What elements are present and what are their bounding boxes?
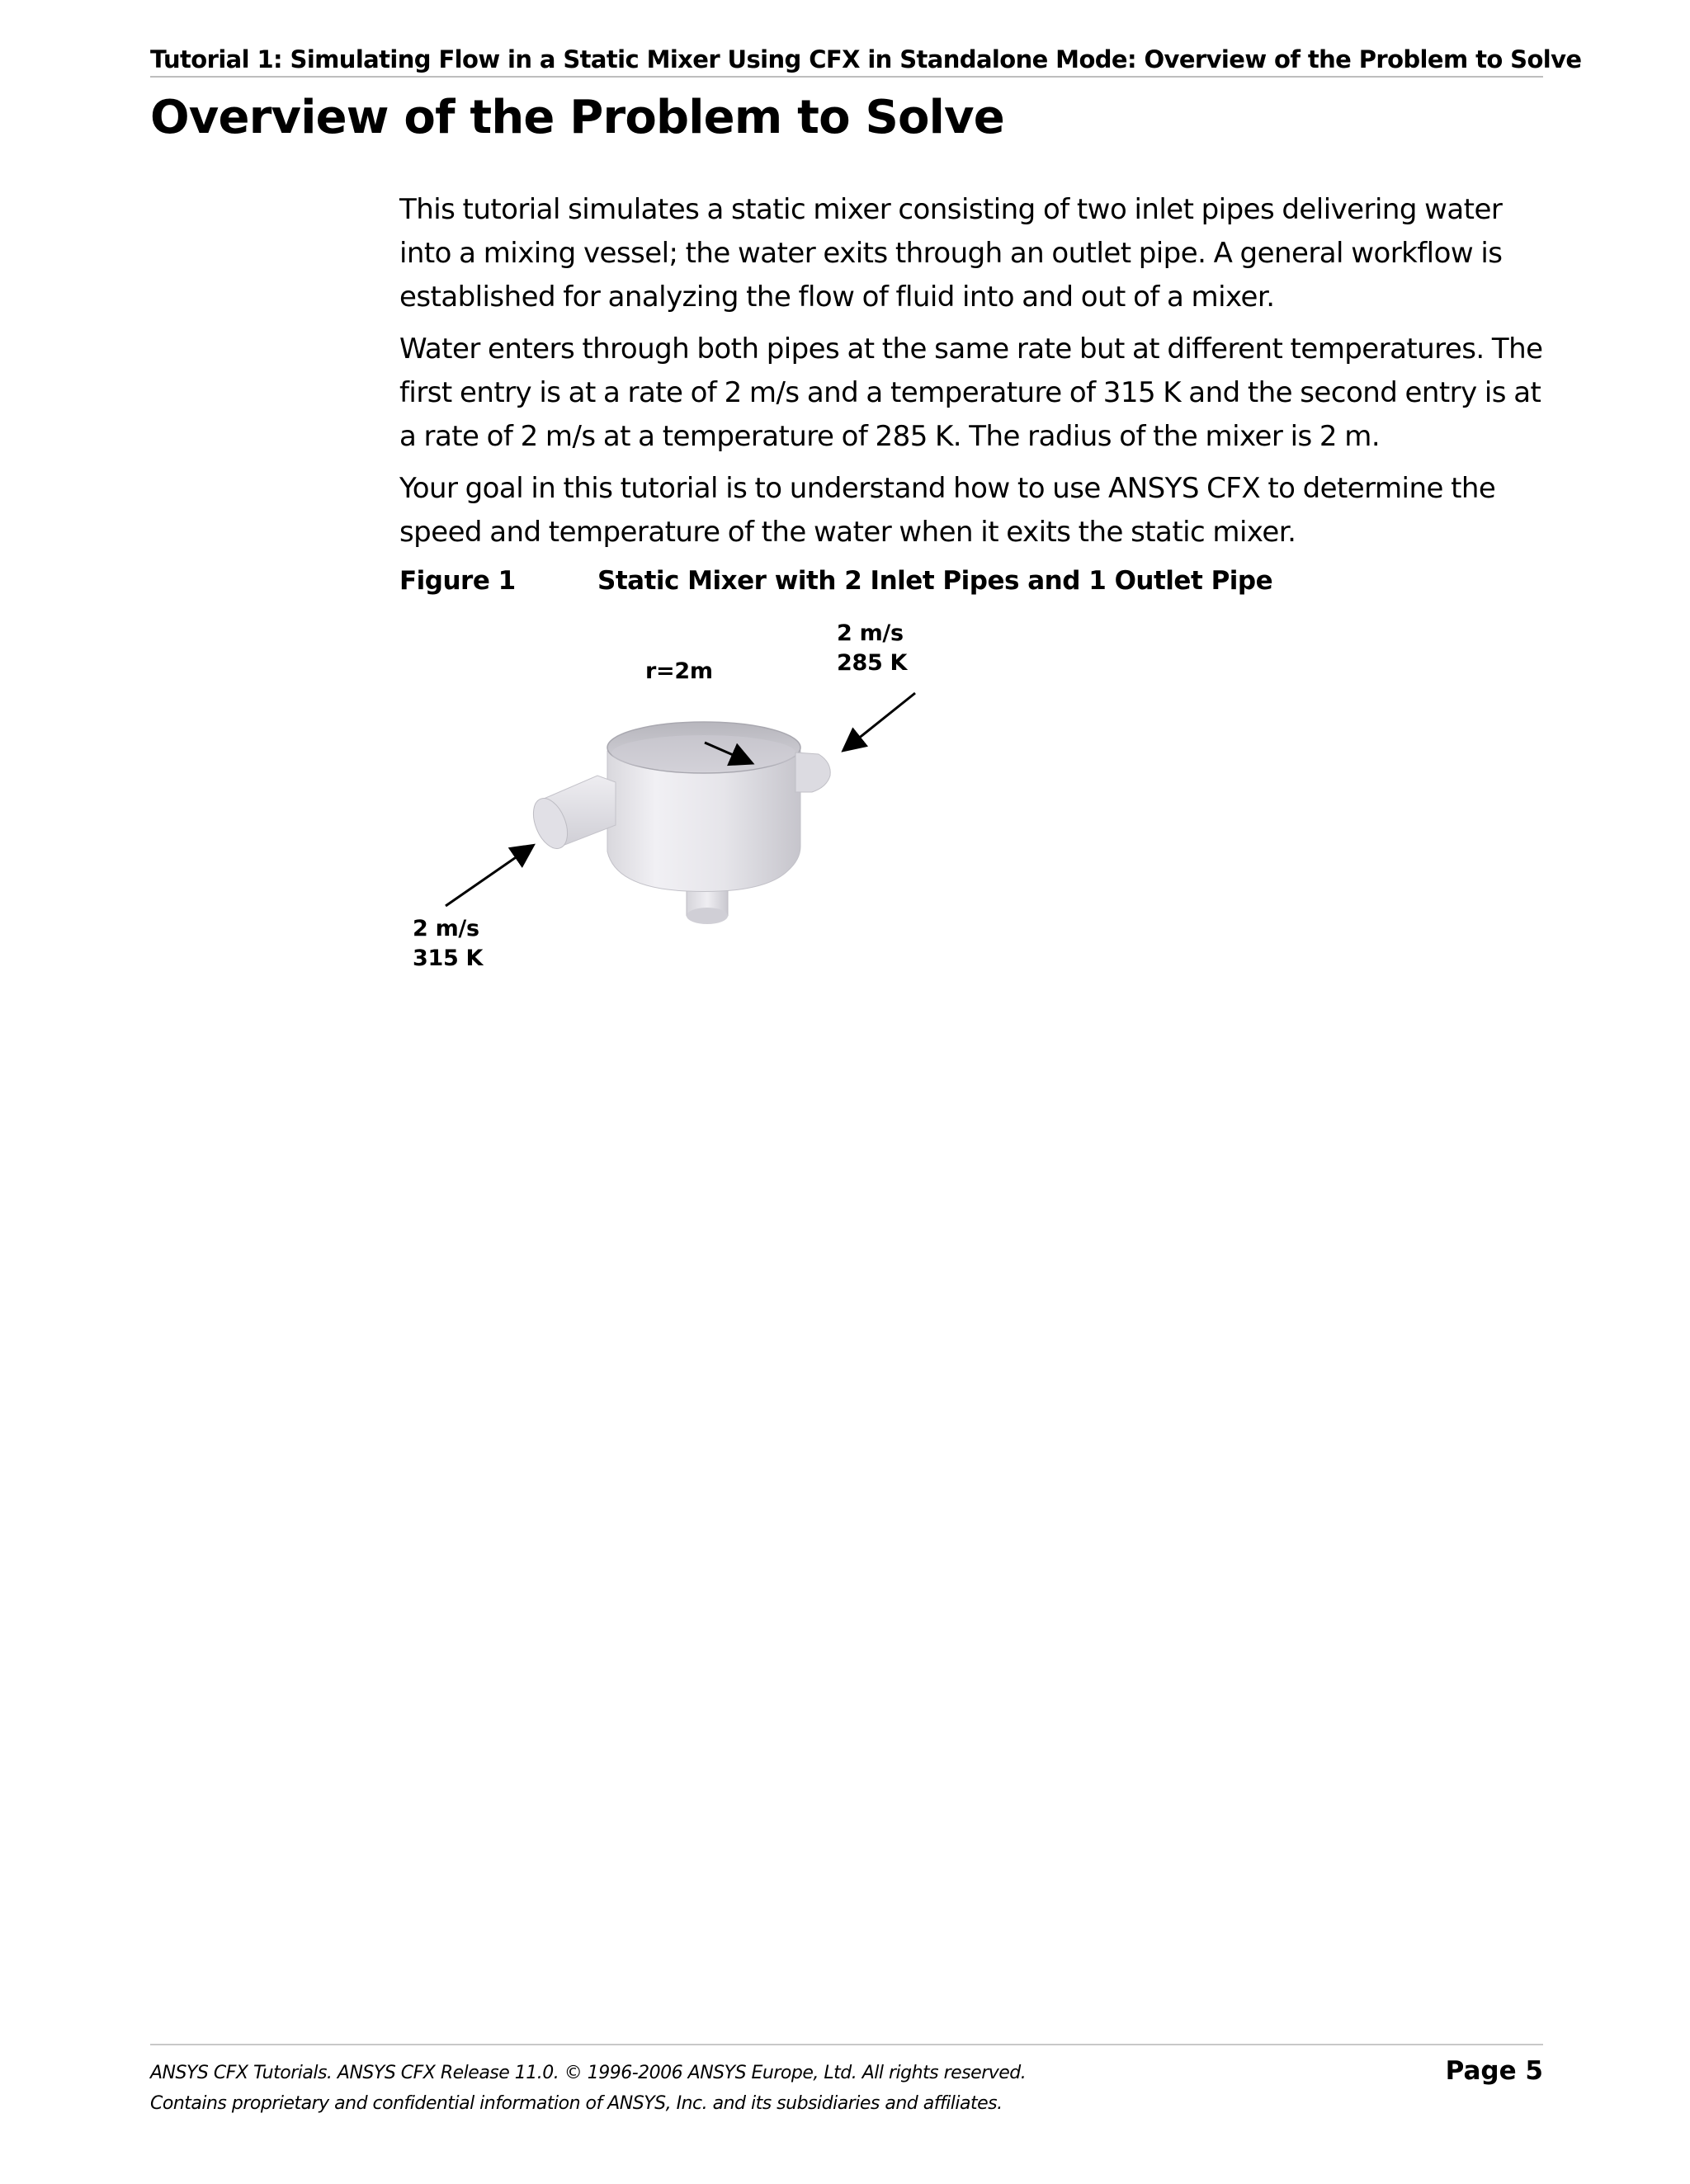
paragraph-inlet-conditions: Water enters through both pipes at the same rate but at different temperatures. The first entry is at a rate of 2 m/s and a temperature of 315 K and the second entry is at a rate of 2 m/s at a temperature of 285 K. The radius of the mixer is 2 m. xyxy=(399,333,1543,453)
footer-copyright xyxy=(150,2058,1026,2119)
body-text xyxy=(399,188,1543,563)
running-header: Tutorial 1: Simulating Flow in a Static Mixer Using CFX in Standalone Mode: Overview of the Problem to Solve xyxy=(150,45,1582,73)
figure-caption xyxy=(399,564,1273,597)
right-inlet-temp-label: 285 K xyxy=(837,650,908,676)
footer-line-1: ANSYS CFX Tutorials. ANSYS CFX Release 11.0. © 1996-2006 ANSYS Europe, Ltd. All rights reserved. xyxy=(150,2063,1027,2083)
footer-rule xyxy=(150,2044,1543,2045)
right-inlet-speed-label: 2 m/s xyxy=(837,620,904,646)
figure-title: Static Mixer with 2 Inlet Pipes and 1 Outlet Pipe xyxy=(597,566,1273,596)
paragraph-goal: Your goal in this tutorial is to understand how to use ANSYS CFX to determine the speed and temperature of the water when it exits the static mixer. xyxy=(399,472,1496,549)
figure-number: Figure 1 xyxy=(399,566,516,596)
static-mixer-figure xyxy=(399,611,961,990)
page-title: Overview of the Problem to Solve xyxy=(150,91,1004,144)
paragraph-intro: This tutorial simulates a static mixer consisting of two inlet pipes delivering water into a mixing vessel; the water exits through an outlet pipe. A general workflow is established for analyzing the flow of fluid into and out of a mixer. xyxy=(399,193,1503,314)
footer-line-2: Contains proprietary and confidential information of ANSYS, Inc. and its subsidiaries and affiliates. xyxy=(150,2093,1003,2114)
mixer-vessel xyxy=(607,722,800,892)
left-inlet-temp-label: 315 K xyxy=(413,946,484,971)
left-inlet-arrow xyxy=(446,847,531,906)
left-inlet-pipe xyxy=(526,776,616,853)
header-rule xyxy=(150,76,1543,78)
right-inlet-pipe xyxy=(795,752,830,792)
radius-label: r=2m xyxy=(645,658,713,684)
page-number: Page 5 xyxy=(1445,2056,1543,2086)
right-inlet-arrow xyxy=(845,693,915,749)
left-inlet-speed-label: 2 m/s xyxy=(413,916,479,941)
